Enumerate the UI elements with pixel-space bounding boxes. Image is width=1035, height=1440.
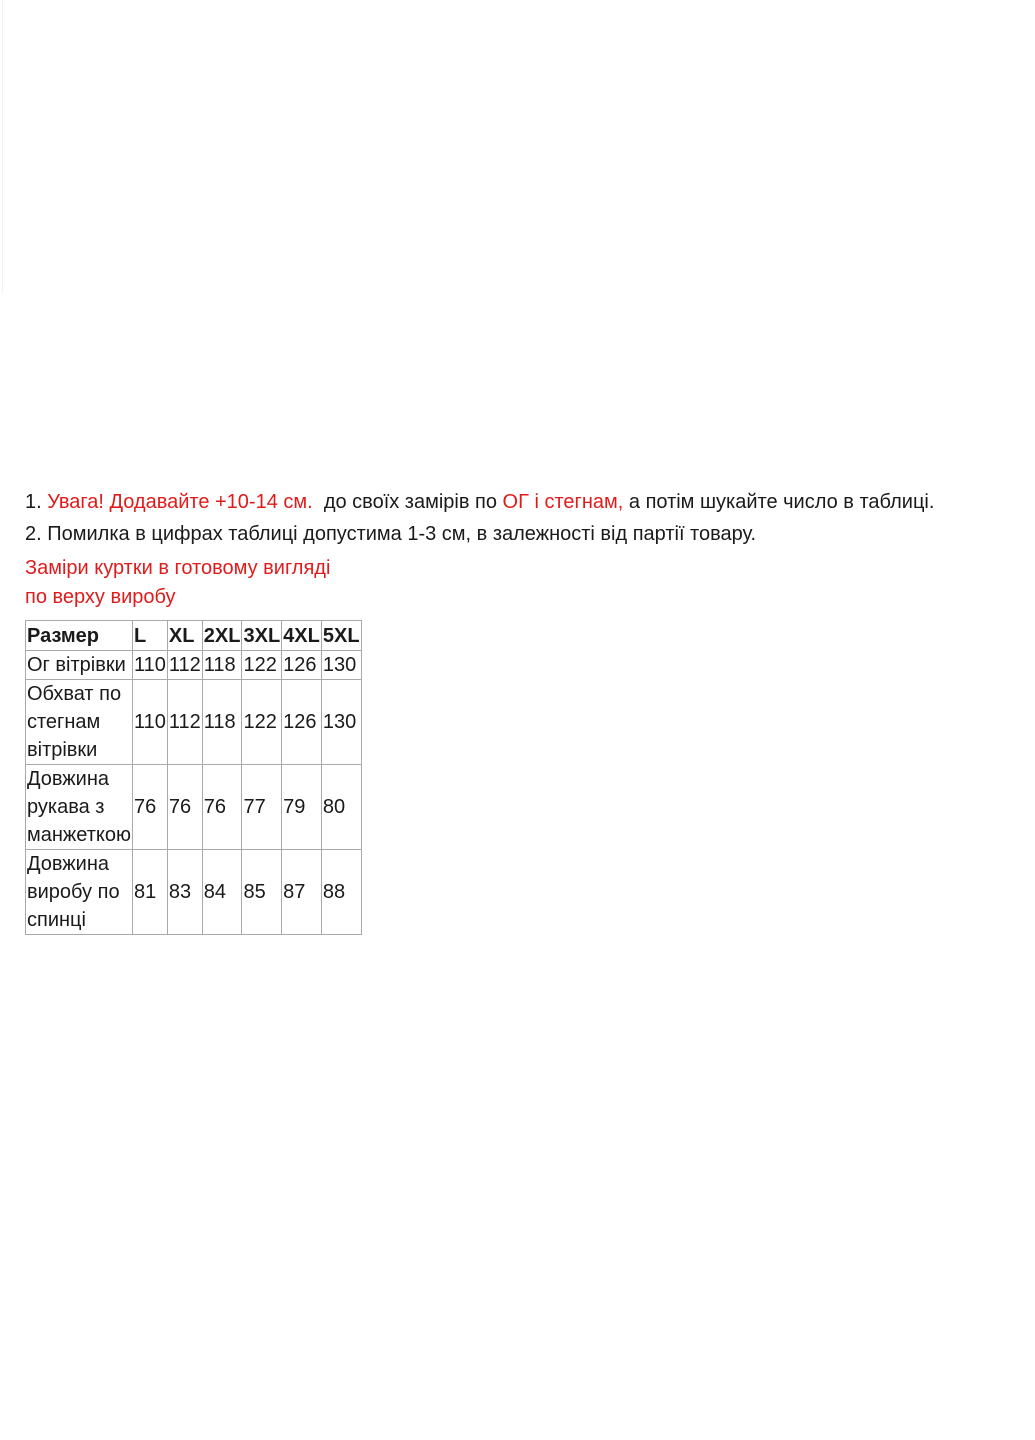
table-cell: 118 <box>202 680 242 765</box>
row-label: Обхват по стегнам вітрівки <box>26 680 133 765</box>
table-cell: 80 <box>321 765 361 850</box>
table-cell: 76 <box>167 765 202 850</box>
header-cell: L <box>133 621 168 651</box>
table-cell: 112 <box>167 651 202 680</box>
size-table <box>25 620 362 935</box>
note-1-middle: до своїх замірів по <box>312 491 503 513</box>
table-cell: 81 <box>133 850 168 935</box>
table-cell: 77 <box>242 765 282 850</box>
header-cell: 2XL <box>202 621 242 651</box>
row-label: Довжина рукава з манжеткою <box>26 765 133 850</box>
row-label: Ог вітрівки <box>26 651 133 680</box>
table-cell: 122 <box>242 651 282 680</box>
table-cell: 110 <box>133 680 168 765</box>
header-cell: XL <box>167 621 202 651</box>
page-edge-divider <box>2 0 3 293</box>
note-1-highlight: ОГ і стегнам, <box>502 491 624 513</box>
table-cell: 84 <box>202 850 242 935</box>
header-cell: 3XL <box>242 621 282 651</box>
measurements-subtitle <box>25 554 330 612</box>
table-header-row <box>26 621 362 651</box>
note-1-warning: Увага! Додавайте +10-14 см. <box>47 491 313 513</box>
table-cell: 85 <box>242 850 282 935</box>
table-row <box>26 765 362 850</box>
header-cell: 4XL <box>282 621 322 651</box>
table-cell: 118 <box>202 651 242 680</box>
header-cell: 5XL <box>321 621 361 651</box>
subtitle-line-1: Заміри куртки в готовому вигляді <box>25 557 331 579</box>
table-cell: 76 <box>133 765 168 850</box>
table-cell: 76 <box>202 765 242 850</box>
table-cell: 112 <box>167 680 202 765</box>
table-cell: 79 <box>282 765 322 850</box>
note-1-suffix: а потім шукайте число в таблиці. <box>623 491 935 513</box>
table-cell: 122 <box>242 680 282 765</box>
table-cell: 83 <box>167 850 202 935</box>
note-line-1 <box>25 486 934 518</box>
table-row <box>26 680 362 765</box>
table-cell: 130 <box>321 651 361 680</box>
row-label: Довжина виробу по спинці <box>26 850 133 935</box>
table-cell: 126 <box>282 651 322 680</box>
table-cell: 88 <box>321 850 361 935</box>
note-line-2: 2. Помилка в цифрах таблиці допустима 1-3 см, в залежності від партії товару. <box>25 523 757 545</box>
table-cell: 126 <box>282 680 322 765</box>
subtitle-line-2: по верху виробу <box>25 586 176 608</box>
table-cell: 87 <box>282 850 322 935</box>
notes-block <box>25 486 934 550</box>
note-1-prefix: 1. <box>25 491 48 513</box>
table-cell: 130 <box>321 680 361 765</box>
table-row <box>26 651 362 680</box>
table-row <box>26 850 362 935</box>
table-cell: 110 <box>133 651 168 680</box>
header-cell: Размер <box>26 621 133 651</box>
